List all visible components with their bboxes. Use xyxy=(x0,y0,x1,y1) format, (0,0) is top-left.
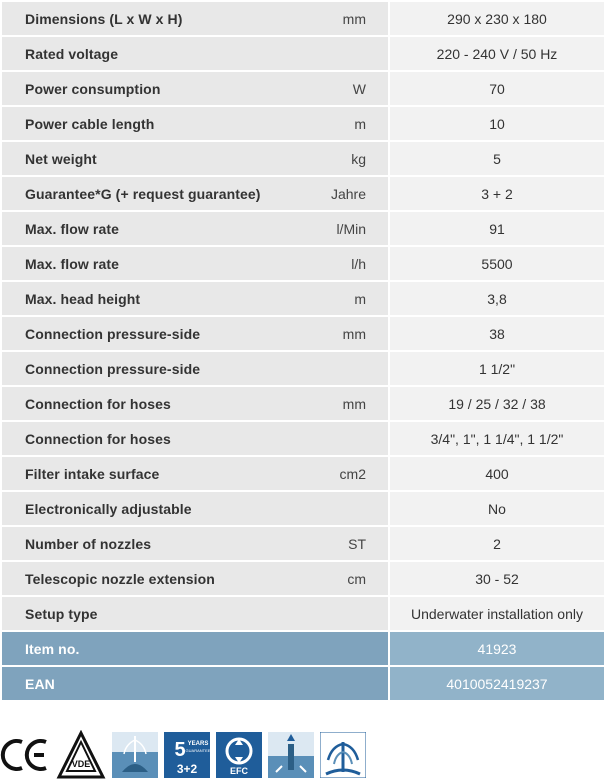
guarantee-years-text: YEARS xyxy=(187,741,209,747)
spec-label: Power cable length xyxy=(25,115,155,132)
spec-value: 5 xyxy=(493,150,501,167)
spec-row xyxy=(2,422,604,457)
spec-row xyxy=(2,282,604,317)
spec-value-cell xyxy=(390,212,604,245)
fountain-spray-icon xyxy=(320,732,366,778)
spec-label: Max. flow rate xyxy=(25,255,119,272)
spec-value-cell xyxy=(390,247,604,280)
spec-value: 38 xyxy=(489,325,505,342)
spec-row xyxy=(2,667,604,702)
spec-value: 10 xyxy=(489,115,505,132)
spec-value: 220 - 240 V / 50 Hz xyxy=(436,45,558,62)
spec-label-cell xyxy=(2,667,388,700)
guarantee-years-number: 5 xyxy=(174,739,186,761)
spec-label: Number of nozzles xyxy=(25,535,152,552)
spec-value: 400 xyxy=(485,465,509,482)
guarantee-split: 3+2 xyxy=(176,762,198,776)
spec-unit: cm xyxy=(347,570,366,587)
spec-label-cell xyxy=(2,597,388,630)
spec-label: EAN xyxy=(25,675,55,692)
spec-row xyxy=(2,72,604,107)
spec-label: Power consumption xyxy=(25,80,161,97)
spec-row xyxy=(2,527,604,562)
telescopic-nozzle-icon xyxy=(268,732,314,778)
spec-value-cell xyxy=(390,387,604,420)
spec-row xyxy=(2,2,604,37)
spec-row xyxy=(2,457,604,492)
spec-label: Item no. xyxy=(25,640,80,657)
fountain-pump-icon xyxy=(112,732,158,778)
spec-value-cell xyxy=(390,457,604,490)
spec-unit: Jahre xyxy=(330,185,366,202)
spec-row xyxy=(2,212,604,247)
spec-unit: mm xyxy=(342,10,366,27)
spec-row xyxy=(2,562,604,597)
spec-table xyxy=(2,2,604,702)
spec-value: 19 / 25 / 32 / 38 xyxy=(448,395,546,412)
spec-unit: mm xyxy=(342,325,366,342)
spec-label-cell xyxy=(2,352,388,385)
spec-row xyxy=(2,107,604,142)
spec-row xyxy=(2,492,604,527)
spec-unit: m xyxy=(354,115,366,132)
spec-value-cell xyxy=(390,527,604,560)
spec-label-cell xyxy=(2,422,388,455)
guarantee-badge-icon xyxy=(164,732,210,778)
spec-value: 2 xyxy=(493,535,501,552)
spec-label: Guarantee*G (+ request guarantee) xyxy=(25,185,261,202)
spec-unit: m xyxy=(354,290,366,307)
spec-value: 30 - 52 xyxy=(475,570,519,587)
ce-mark-icon xyxy=(0,730,50,780)
spec-label-cell xyxy=(2,107,388,140)
certification-logos xyxy=(0,728,372,782)
spec-value: 3 + 2 xyxy=(481,185,513,202)
spec-row xyxy=(2,247,604,282)
spec-value-cell xyxy=(390,667,604,700)
spec-value-cell xyxy=(390,632,604,665)
spec-unit: l/Min xyxy=(336,220,366,237)
spec-row xyxy=(2,177,604,212)
spec-label: Setup type xyxy=(25,605,98,622)
spec-label: Connection for hoses xyxy=(25,395,171,412)
spec-unit: kg xyxy=(351,150,366,167)
spec-label: Electronically adjustable xyxy=(25,500,192,517)
spec-value-cell xyxy=(390,177,604,210)
spec-label: Connection pressure-side xyxy=(25,360,201,377)
spec-unit: l/h xyxy=(351,255,366,272)
spec-label-cell xyxy=(2,282,388,315)
spec-value-cell xyxy=(390,422,604,455)
spec-value-cell xyxy=(390,107,604,140)
spec-row xyxy=(2,37,604,72)
spec-row xyxy=(2,387,604,422)
spec-label-cell xyxy=(2,527,388,560)
spec-value: 1 1/2" xyxy=(478,360,516,377)
spec-label-cell xyxy=(2,387,388,420)
spec-label-cell xyxy=(2,212,388,245)
spec-label: Net weight xyxy=(25,150,97,167)
spec-value-cell xyxy=(390,72,604,105)
spec-value-cell xyxy=(390,492,604,525)
spec-value: 70 xyxy=(489,80,505,97)
spec-label: Connection for hoses xyxy=(25,430,171,447)
spec-value: Underwater installation only xyxy=(411,605,583,622)
vde-mark-icon xyxy=(56,730,106,780)
spec-row xyxy=(2,632,604,667)
spec-value: 91 xyxy=(489,220,505,237)
spec-unit: cm2 xyxy=(339,465,366,482)
spec-value-cell xyxy=(390,317,604,350)
spec-value: No xyxy=(488,500,506,517)
spec-row xyxy=(2,597,604,632)
spec-row xyxy=(2,317,604,352)
spec-unit: ST xyxy=(348,535,366,552)
spec-value: 41923 xyxy=(477,640,517,657)
spec-label: Dimensions (L x W x H) xyxy=(25,10,183,27)
spec-label-cell xyxy=(2,457,388,490)
spec-label: Rated voltage xyxy=(25,45,119,62)
spec-label-cell xyxy=(2,562,388,595)
spec-label-cell xyxy=(2,492,388,525)
spec-value-cell xyxy=(390,37,604,70)
spec-label-cell xyxy=(2,142,388,175)
spec-label: Telescopic nozzle extension xyxy=(25,570,215,587)
spec-value: 4010052419237 xyxy=(446,675,548,692)
spec-row xyxy=(2,142,604,177)
spec-value-cell xyxy=(390,282,604,315)
spec-value: 5500 xyxy=(481,255,513,272)
guarantee-text: GUARANTEE xyxy=(185,748,210,753)
spec-value-cell xyxy=(390,597,604,630)
spec-label: Max. head height xyxy=(25,290,141,307)
spec-unit: W xyxy=(352,80,366,97)
spec-value: 3,8 xyxy=(487,290,507,307)
spec-label-cell xyxy=(2,72,388,105)
spec-label-cell xyxy=(2,632,388,665)
spec-label: Connection pressure-side xyxy=(25,325,201,342)
spec-row xyxy=(2,352,604,387)
spec-label-cell xyxy=(2,317,388,350)
spec-value: 3/4", 1", 1 1/4", 1 1/2" xyxy=(430,430,564,447)
spec-label-cell xyxy=(2,37,388,70)
efc-icon xyxy=(216,732,262,778)
spec-label-cell xyxy=(2,2,388,35)
spec-value-cell xyxy=(390,352,604,385)
spec-label-cell xyxy=(2,247,388,280)
spec-label: Max. flow rate xyxy=(25,220,119,237)
spec-label-cell xyxy=(2,177,388,210)
spec-label: Filter intake surface xyxy=(25,465,160,482)
efc-label: EFC xyxy=(230,766,248,776)
vde-label: VDE xyxy=(71,759,91,769)
spec-unit: mm xyxy=(342,395,366,412)
spec-value-cell xyxy=(390,2,604,35)
spec-value-cell xyxy=(390,562,604,595)
spec-value-cell xyxy=(390,142,604,175)
spec-value: 290 x 230 x 180 xyxy=(447,10,547,27)
